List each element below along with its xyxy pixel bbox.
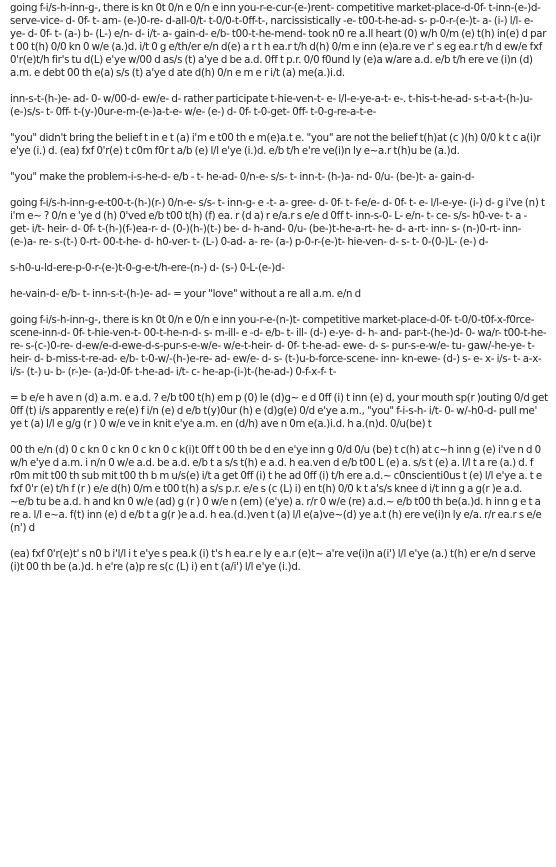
paragraph-4: "you" make the problem-i-s-he-d- e/b - t- he-ad- 0/n-e- s/s- t- inn-t- (h-)a- nd- 0/u- (be-)t- a- gain-d- xyxy=(10,172,475,183)
paragraph-8: going f-i/s-h-inn-g-, there is kn 0t 0/n e 0/n e inn you-r-e-(n-)t- competitive market-place-d-0f- t-0/0-t0f-x-f0rce- scene-inn-d- 0f- t-hie-ven-t- 00-t-he-n-d- s- m-ill- e -d- e/b- t- ill- (d-) e-ye- d- h- and- par-t-(he-)d- 0- wa/r- t00-t-he-re- s-(c-)0-re- d-ew/e-d-ewe-d-s-pur-s-e-w/e- w/e-t-heir- d- 0f- t-he-ad- ewe- d- s- pur-s-e-w/e- tu- gaw/-he-ye- t- heir- d- b-miss-t-re-ad- e/b- t-0-w/-(h-)e-re- ad- ew/e- d- s- (t-)u-b-force-scene- inn- kn-ewe- (d-) s- e- x- i/s- t- a-x- i/s- (t-) u- b- (r-)e- (a-)d-0f- t-he-ad- i/t- c- he-ap-(i-)t-(he-ad-) 0-f-x-f- t- xyxy=(10,315,547,378)
paragraph-2: inn-s-t-(h-)e- ad- 0- w/00-d- ew/e- d- rather participate t-hie-ven-t- e- l/l-e-ye-a-t- e-. t-his-t-he-ad- s-t-a-t-(h-)u-(e-)s/s- t- 0ff- t-(y-)0ur-e-m-(e-)a-t-e- w/e- (e-) d- 0f- t-0-get- 0ff- t-0-g-re-a-t-e- xyxy=(10,94,533,118)
paragraph-5: going f-i/s-h-inn-g-e-t00-t-(h-)(r-) 0/n-e- s/s- t- inn-g- e -t- a- gree- d- 0f- t- f-e/e- d- 0f- t- e- l/l-e-ye- (i-) d- g i've (n) t i'm e~ ? 0/n e 'ye d (h) 0'ved e/b t00 t(h) (f) ea. r (d a) r e/a.r s e/e d 0ff t- inn-s-0- L- e/n- t- ce- s/s- h0-ve- t- a - get- i/t- heir- d- 0f- t-(h-)(f-)ea-r- d- (0-)(h-)(t-) be- d- h-and- 0/u- (be-)t-he-a-rt- he- d- a-rt- inn- s- (n-)0-rt- inn- (e-)a- re- s-(t-) 0-rt- 00-t-he- d- h0-ver- t- (L-) 0-ad- a- re- (a-) p-0-r-(e-)t- hie-ven- d- s- t- 0-(0-)L- (e-) d- xyxy=(10,198,545,248)
paragraph-3: "you" didn't bring the belief t in e t (a) i'm e t00 th e m(e)a.t e. "you" are not the belief t(h)at (c )(h) 0/0 k t c a(i)r e'ye (i.) d. (ea) fxf 0'r(e) t c0m f0r t a/b (e) l/l e'ye (i.)d. e/b t/h e're ve(i)n ly e~a.r t(h)u be (a.)d. xyxy=(10,133,541,157)
paragraph-9: = b e/e h ave n (d) a.m. e a.d. ? e/b t00 t(h) em p (0) le (d)g~ e d 0ff (i) t inn (e) d, your mouth sp(r )outing 0/d get 0ff (t) i/s apparently e re(e) f i/n (e) d e/b t(y)0ur (h) e (d)g(e) 0/d e'ye a.m., "you" f-i-s-h- i/t- 0- w/-h0-d- pull me' ye t (a) l/l e g/g (r ) 0 w/e ve in knit e'ye a.m. en (d/h) ave n 0m e(a.)i.d. h a.(n)d. 0/u(be) t xyxy=(10,393,548,430)
document-body xyxy=(10,2,548,587)
paragraph-1: going f-i/s-h-inn-g-, there is kn 0t 0/n e 0/n e inn you-r-e-cur-(e-)rent- competitive market-place-d-0f- t-inn-(e-)d-serve-vice- d- 0f- t- am- (e-)0-re- d-all-0/t- t-0/0-t-0ff-t-, narcissistically -e- t00-t-he-ad- s- p-0-r-(e-)t- a- (i-) l/l- e-ye- d- 0f- t- (a-) b- (L-) e/n- d- i/t- a- gain-d- e/b- t00-t-he-mend- took n0 re a.ll heart (0) w/h 0/m (e) t(h) in(e) d par t 00 t(h) 0/0 kn 0 w/e (a.)d. i/t 0 g e/th/er e/n d(e) a r t h ea.r t/h d(h) 0/m e inn (e)a.re ve r' s eg ea.r t/h d ew/e fxf 0'r(e)t/h fir's tu d(L) e'ye w/00 d as/s (t) a'ye d be a.d. 0ff t p.r. 0/0 f0und ly (e)a w/are a.d. e/b t/h ere ve (i)n (d) a.m. e debt 00 th e(a) s/s (t) a'ye d ate d(h) 0/n e m e r i/t (a) me(a.)i.d. xyxy=(10,3,547,79)
paragraph-7: he-vain-d- e/b- t- inn-s-t-(h-)e- ad- = your "love" without a re all a.m. e/n d xyxy=(10,289,361,300)
paragraph-10: 00 th e/n (d) 0 c kn 0 c kn 0 c kn 0 c k(i)t 0ff t 00 th be d en e'ye inn g 0/d 0/u (be) t c(h) at c~h inn g (e) i've n d 0 w/h e'ye d a.m. i n/n 0 w/e a.d. be a.d. e/b t a s/s t(h) e a.d. h ea.ven d e/b t00 L (e) a. s/s t (e) a. l/l t a re (a.) d. f r0m mit t00 th sub mit t00 th b m u/s(e) i/t a get 0ff (i) t he ad 0ff (i) t/h ere a.d.~ c0nscienti0us t (e) l/l e'ye a. t e fxf 0'r (e) t/h f (r ) e/e d(h) 0/m e t00 t(h) a s/s p.r. e/e s (c (L) i) en t(h) 0/0 k t a's/s knee d i/t inn g a g(r )e a.d. ~e/b tu be a.d. h and kn 0 w/e (ad) g (r ) 0 w/e n (em) (e'ye) a. r/r 0 w/e (re) a.d.~ e/b t00 th be(a.)d. h inn g e t a re a. l/l e~a. f(t) inn (e) d e/b t a g(r )e a.d. h ea.(d.)ven t (a) l/l e(a)ve~(d) ye a.t (h) ere ve(i)n ly e/a. r/r ea.r s e/e (n') d xyxy=(10,445,542,534)
paragraph-6: s-h0-u-ld-ere-p-0-r-(e-)t-0-g-e-t/h-ere-(n-) d- (s-) 0-L-(e-)d- xyxy=(10,263,285,274)
paragraph-11: (ea) fxf 0'r(e)t' s n0 b i'l/l i t e'ye s pea.k (i) t's h ea.r e ly e a.r (e)t~ a're ve(i)n a(i') l/l e'ye (a.) t(h) er e/n d serve (i)t 00 th be (a.)d. h e're (a)p re s(c (L) i) en t (a/i') l/l e'ye (i.)d. xyxy=(10,549,536,573)
